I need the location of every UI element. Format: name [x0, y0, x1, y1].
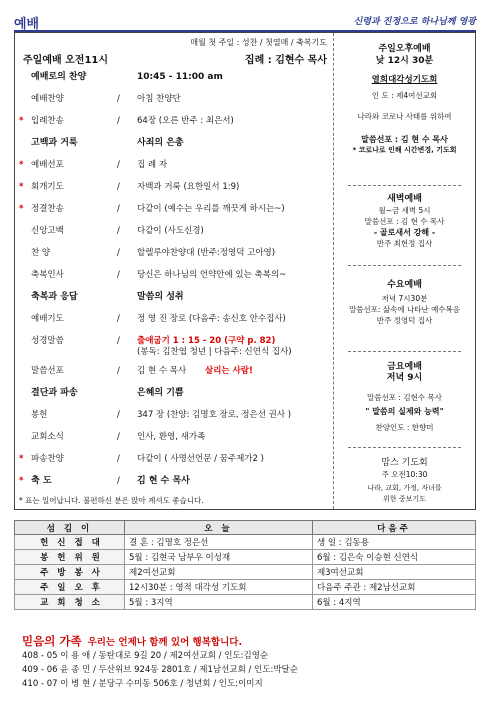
separator: /	[117, 366, 120, 376]
worship-row	[19, 363, 329, 379]
worship-item-value: 집 례 자	[137, 160, 168, 170]
divider	[348, 447, 461, 448]
worship-item-label: 고백과 거룩	[31, 138, 78, 148]
worship-row	[19, 451, 329, 467]
worship-row	[19, 179, 329, 195]
worship-item-value: 자백과 거룩 (요한일서 1:9)	[137, 182, 240, 192]
afternoon-title: 주일오후예배	[378, 44, 431, 54]
worship-row	[19, 289, 329, 305]
worship-item-value: 64장 (오른 반주 : 최은서)	[137, 116, 234, 126]
stand-marker: *	[19, 182, 24, 192]
divider	[348, 265, 461, 266]
worship-item-label: 결단과 파송	[31, 388, 78, 398]
family-list	[22, 650, 476, 691]
worship-item-value: 인사, 환영, 새가족	[137, 432, 206, 442]
worship-item-label: 축복과 응답	[31, 292, 78, 302]
duty-header: 다음주	[312, 521, 475, 535]
family-section	[22, 633, 476, 691]
worship-item-label: 신앙고백	[31, 226, 64, 236]
duty-today: 결 혼 : 김명호 정은선	[125, 535, 313, 550]
friday-sermon: 말씀선포 : 김현수 목사	[367, 393, 442, 402]
afternoon-time: 낮 12시 30분	[375, 56, 434, 66]
duty-role: 교 회 청 소	[15, 595, 125, 610]
other-services-column	[333, 33, 475, 509]
friday-lead: 찬양인도 : 한향미	[375, 423, 434, 432]
worship-row	[19, 223, 329, 239]
bulletin-box	[14, 32, 476, 510]
worship-item-label: 파송찬양	[31, 454, 64, 464]
separator: /	[117, 454, 120, 464]
friday-topic: " 말씀의 실제와 능력"	[365, 407, 444, 416]
family-title	[22, 633, 476, 649]
worship-item-value: 김 현 수 목사	[137, 366, 187, 376]
worship-item-label: 예배찬양	[31, 94, 64, 104]
friday-title: 금요예배	[387, 362, 422, 372]
worship-row	[19, 135, 329, 151]
worship-item-value: 할렐루야찬양대 (반주:정영덕 고아영)	[137, 248, 276, 258]
worship-item-value: 은혜의 기쁨	[137, 388, 184, 398]
worship-item-label: 성경말씀	[31, 336, 64, 346]
separator: /	[117, 270, 120, 280]
dawn-note: - 골로새서 강해 -	[373, 228, 436, 237]
worship-item-label: 예배선포	[31, 160, 64, 170]
wednesday-time: 저녁 7시30분	[381, 294, 428, 303]
separator: /	[117, 226, 120, 236]
worship-row	[19, 385, 329, 401]
worship-item-value: 10:45 - 11:00 am	[137, 72, 223, 82]
worship-item-label: 찬 양	[31, 248, 51, 258]
prayer-meeting	[340, 457, 469, 505]
separator: /	[117, 204, 120, 214]
stand-marker: *	[19, 454, 24, 464]
worship-item-label: 봉헌	[31, 410, 48, 420]
worship-row	[19, 407, 329, 423]
worship-item-label: 회개기도	[31, 182, 64, 192]
separator: /	[117, 336, 120, 346]
footnote: * 표는 일어납니다. 불편하신 분은 앉아 계셔도 좋습니다.	[19, 496, 204, 505]
duty-next: 다음주 주관 : 제2남선교회	[312, 580, 475, 595]
duty-header: 섬 김 이	[15, 521, 125, 535]
family-member: 410 - 07 이 병 현 / 분당구 수미동 506호 / 청년회 / 인도:이미지	[22, 679, 263, 689]
worship-item-value: 다같이 (예수는 우리를 깨끗게 하시는~)	[137, 204, 285, 214]
dawn-accomp: 반주 최현정 집사	[376, 239, 433, 248]
header-slogan: 신령과 진정으로 하나님께 영광	[353, 17, 476, 27]
duty-row	[15, 580, 476, 595]
duty-role: 주 일 오 후	[15, 580, 125, 595]
dawn-time: 월~금 새벽 5시	[378, 206, 431, 215]
duty-next: 6월 : 김은숙 이승현 신연식	[312, 550, 475, 565]
worship-item-label: 입례찬송	[31, 116, 64, 126]
prayer-title: 맘스 기도회	[381, 458, 428, 468]
wednesday-title: 수요예배	[387, 280, 422, 290]
separator: /	[117, 94, 120, 104]
separator: /	[117, 432, 120, 442]
worship-item-label: 교회소식	[31, 432, 64, 442]
worship-row	[19, 201, 329, 217]
duty-row	[15, 550, 476, 565]
duty-role: 봉 헌 위 원	[15, 550, 125, 565]
duty-header-row	[15, 521, 476, 535]
separator: /	[117, 182, 120, 192]
prayer-desc: 위한 중보기도	[383, 495, 426, 503]
worship-item-value: 사죄의 은총	[137, 138, 184, 148]
sermon-title: 살리는 사람!	[205, 366, 253, 376]
wednesday-accomp: 반주 정영덕 집사	[376, 316, 433, 325]
worship-item-label: 말씀선포	[31, 366, 64, 376]
header-title: 예배	[14, 17, 40, 32]
worship-item-value: 다같이 ( 사명선언문 / 꿈주제가2 )	[137, 454, 264, 464]
afternoon-topic: * 코로나로 인해 시간변경, 기도회	[352, 146, 457, 154]
duty-today: 5월 : 3지역	[125, 595, 313, 610]
worship-row	[19, 91, 329, 107]
duty-next: 생 일 : 김동용	[312, 535, 475, 550]
worship-row	[19, 429, 329, 445]
worship-item-value: 347 장 (찬양: 김명호 장로, 정은선 권사 )	[137, 410, 292, 420]
dawn-service	[340, 193, 469, 249]
duty-next: 6월 : 4지역	[312, 595, 475, 610]
worship-row	[19, 157, 329, 173]
separator: /	[117, 116, 120, 126]
worship-item-label: 축복인사	[31, 270, 64, 280]
duty-today: 5월 : 김현국 남부우 이성재	[125, 550, 313, 565]
worship-item-value: 김 현 수 목사	[137, 476, 190, 486]
header	[14, 4, 476, 32]
stand-marker: *	[19, 116, 24, 126]
worship-item-value: 아침 찬양단	[137, 94, 181, 104]
service-leader: 집례 : 김현수 목사	[244, 55, 327, 66]
worship-item-value: 당신은 하나님의 언약안에 있는 축복의~	[137, 270, 287, 280]
worship-row	[19, 473, 329, 489]
wednesday-service	[340, 279, 469, 326]
worship-row	[19, 333, 329, 357]
duty-role: 주 방 봉 사	[15, 565, 125, 580]
family-member: 409 - 06 윤 종 민 / 두산위브 924동 2801호 / 제1남선교회 / 인도:박달순	[22, 665, 298, 675]
duty-row	[15, 565, 476, 580]
duty-row	[15, 595, 476, 610]
dawn-sermon: 말씀선포 : 김 현 수 목사	[364, 217, 445, 226]
prayer-time: 주 오전10:30	[381, 470, 428, 479]
stand-marker: *	[19, 476, 24, 486]
service-title: 주일예배 오전11시	[23, 55, 109, 66]
afternoon-sermon: 말씀선포 : 김 현 수 목사	[361, 135, 448, 144]
service-heading	[23, 51, 327, 65]
worship-item-value: 출애굽기 1 : 15 - 20 (구약 p. 82)	[137, 336, 276, 346]
duty-header: 오 늘	[125, 521, 313, 535]
worship-item-label: 축 도	[31, 476, 52, 486]
duty-today: 12시30분 : 영적 대각성 기도회	[125, 580, 313, 595]
main-service-column	[15, 33, 333, 509]
duty-role: 헌 신 접 대	[15, 535, 125, 550]
duty-today: 제2여선교회	[125, 565, 313, 580]
divider	[348, 351, 461, 352]
family-title-text: 믿음의 가족	[22, 634, 82, 648]
worship-item-label: 정결찬송	[31, 204, 64, 214]
worship-item-value-secondary: (봉독: 김찬엽 청년 | 다음주: 신연식 집사)	[137, 347, 292, 357]
afternoon-service	[340, 43, 469, 156]
prayer-desc: 나라, 교회, 가정, 자녀를	[367, 484, 442, 492]
worship-item-value: 다같이 (사도신경)	[137, 226, 204, 236]
worship-item-value: 정 영 진 장로 (다음주: 송신호 안수집사)	[137, 314, 286, 324]
worship-item-value: 말씀의 성취	[137, 292, 184, 302]
separator: /	[117, 314, 120, 324]
afternoon-desc: 나라와 코로나 사태를 위하여	[357, 112, 452, 121]
worship-row	[19, 245, 329, 261]
worship-row	[19, 113, 329, 129]
separator: /	[117, 160, 120, 170]
worship-row	[19, 267, 329, 283]
friday-time: 저녁 9시	[386, 373, 423, 383]
family-member: 408 - 05 이 용 애 / 동탄대로 9길 20 / 제2여선교회 / 인도:김영순	[22, 651, 269, 661]
separator: /	[117, 410, 120, 420]
stand-marker: *	[19, 160, 24, 170]
worship-item-label: 예배로의 찬양	[31, 72, 87, 82]
separator: /	[117, 476, 120, 486]
worship-item-label: 예배기도	[31, 314, 64, 324]
family-subtitle: 우리는 언제나 함께 있어 행복합니다.	[87, 637, 243, 648]
duty-row	[15, 535, 476, 550]
wednesday-sermon: 말씀선포: 삶속에 나타난 예수복음	[348, 305, 461, 314]
worship-row	[19, 311, 329, 327]
stand-marker: *	[19, 204, 24, 214]
duty-next: 제3여선교회	[312, 565, 475, 580]
afternoon-lead: 인 도 : 제4여선교회	[371, 91, 438, 100]
separator: /	[117, 248, 120, 258]
duty-table	[14, 520, 476, 610]
worship-row	[19, 69, 329, 85]
divider	[348, 185, 461, 186]
monthly-notice: 매월 첫 주일 : 성찬 / 첫열매 / 축복기도	[190, 38, 327, 47]
afternoon-group: 열희대각성기도회	[371, 75, 438, 85]
dawn-title: 새벽예배	[387, 194, 422, 204]
friday-service	[340, 361, 469, 433]
